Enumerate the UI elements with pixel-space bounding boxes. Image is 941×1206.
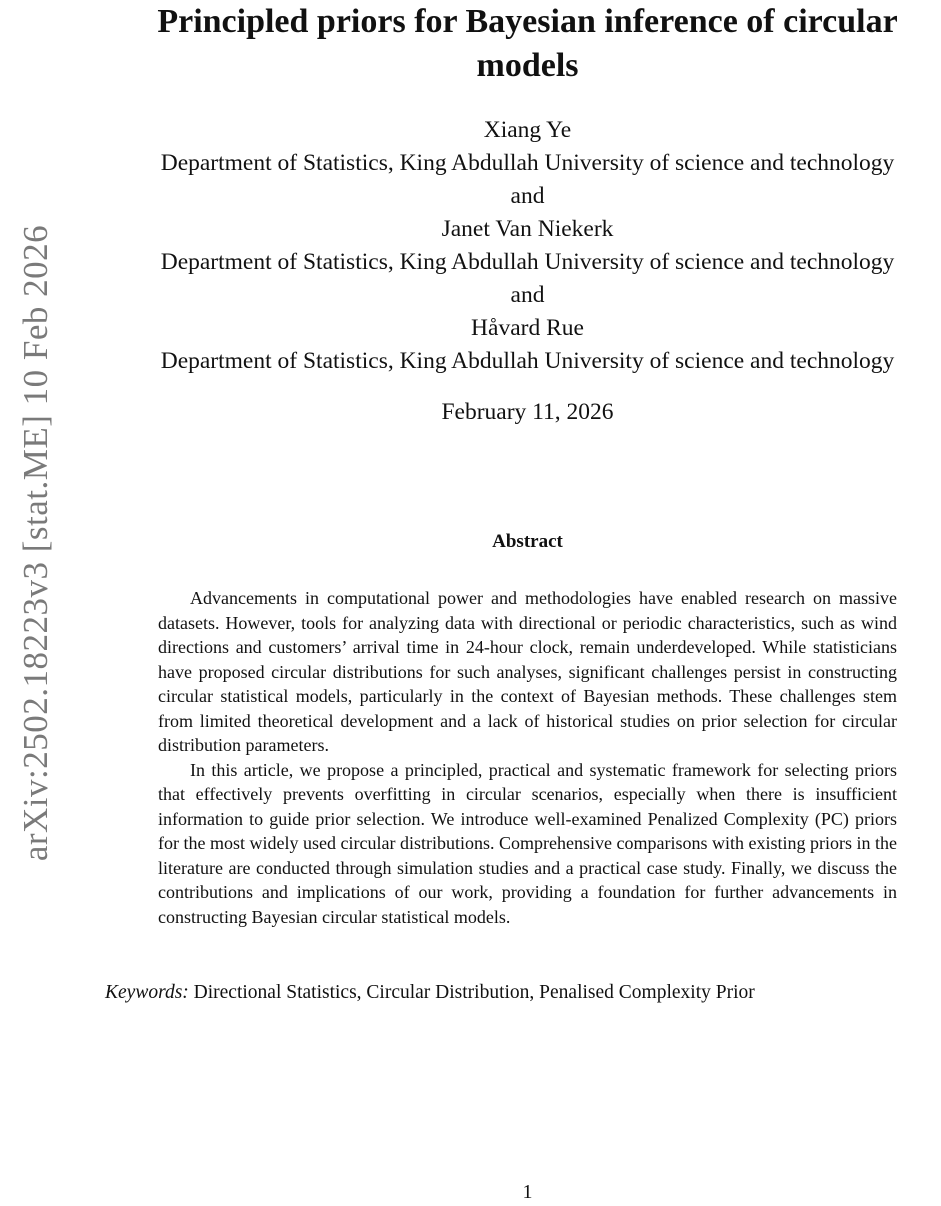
page-number: 1 xyxy=(522,1181,533,1203)
author-name: Xiang Ye xyxy=(483,117,572,143)
abstract-body xyxy=(158,586,897,929)
abstract-heading: Abstract xyxy=(492,531,563,552)
author-affiliation: Department of Statistics, King Abdullah University of science and technology xyxy=(160,348,895,374)
author-affiliation: Department of Statistics, King Abdullah University of science and technology xyxy=(160,150,895,176)
keywords-line xyxy=(105,979,925,1007)
keywords-label: Keywords: xyxy=(105,982,189,1003)
abstract-paragraph: In this article, we propose a principled, practical and systematic framework for selecting priors that effectively prevents overfitting in circular scenarios, especially when there is insufficient information to guide prior selection. We introduce well-examined Penalized Complexity (PC) priors for the most widely used circular distributions. Comprehensive comparisons with existing priors in the literature are conducted through simulation studies and a practical case study. Finally, we discuss the contributions and implications of our work, providing a foundation for further advancements in constructing Bayesian circular statistical models. xyxy=(158,759,897,927)
author-name: Håvard Rue xyxy=(471,315,584,341)
author-block xyxy=(110,114,941,378)
author-separator: and xyxy=(510,183,545,209)
author-separator: and xyxy=(510,282,545,308)
abstract-paragraph: Advancements in computational power and methodologies have enabled research on massive datasets. However, tools for analyzing data with directional or periodic characteristics, such as wind directions and customers’ arrival time in 24-hour clock, remain underdeveloped. While statisticians have proposed circular distributions for such analyses, significant challenges persist in constructing circular statistical models, particularly in the context of Bayesian methods. These challenges stem from limited theoretical development and a lack of historical studies on prior selection for circular distribution parameters. xyxy=(158,588,897,755)
author-affiliation: Department of Statistics, King Abdullah University of science and technology xyxy=(160,249,895,275)
paper-title: Principled priors for Bayesian inference of circular models xyxy=(157,3,898,84)
publication-date: February 11, 2026 xyxy=(441,399,614,425)
arxiv-identifier-stamp: arXiv:2502.18223v3 [stat.ME] 10 Feb 2026 xyxy=(16,224,55,862)
author-name: Janet Van Niekerk xyxy=(441,216,614,242)
keywords-text: Directional Statistics, Circular Distribution, Penalised Complexity Prior xyxy=(193,982,755,1003)
